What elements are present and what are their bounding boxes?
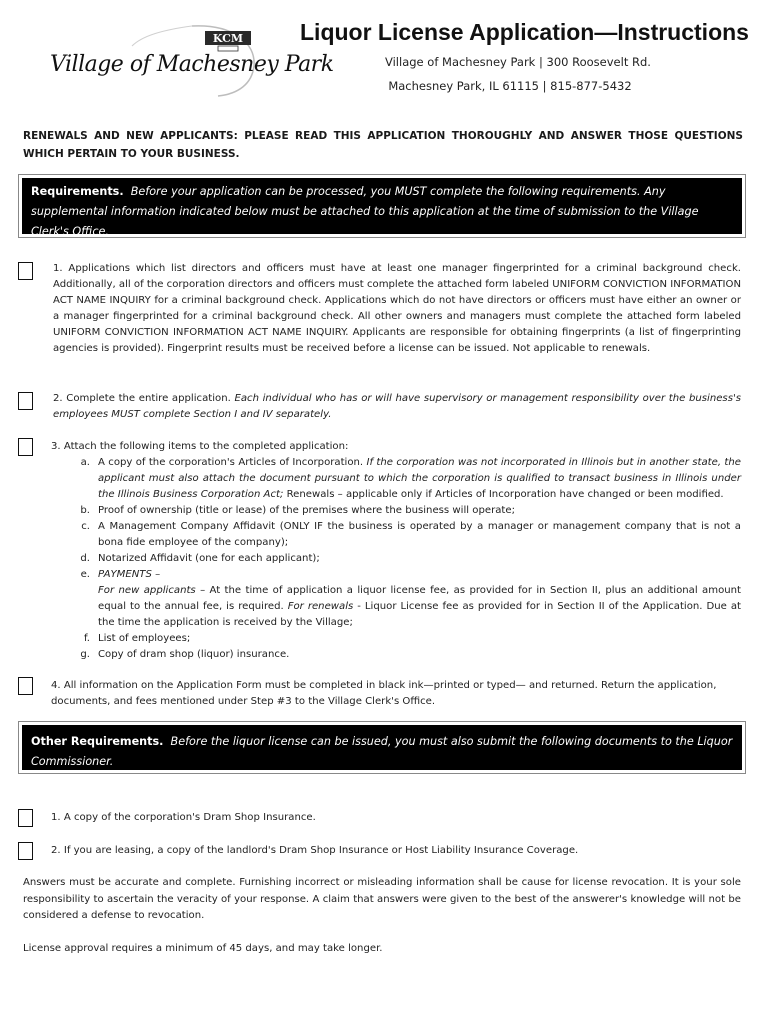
item-3-lead: 3. Attach the following items to the completed application: (51, 441, 349, 452)
new-applicants-label: For new applicants (98, 585, 196, 596)
applicant-notice: RENEWALS AND NEW APPLICANTS: PLEASE READ THIS APPLICATION THOROUGHLY AND ANSWER THOSE QUESTIONS WHICH PERTAIN TO YOUR BUSINESS. (23, 130, 743, 160)
sub-text: Copy of dram shop (liquor) insurance. (98, 649, 290, 660)
other-requirements-banner (18, 721, 746, 774)
item-3-sub-a (51, 455, 741, 503)
requirements-heading: Requirements. (31, 185, 124, 198)
page-title: Liquor License Application—Instructions (300, 19, 749, 45)
sub-letter: g. (80, 649, 90, 660)
requirement-item-4: 4. All information on the Application Form must be completed in black ink—printed or typed— and returned. Return the application, documents, and fees mentioned under Step #3 to the Village Clerk's Office. (51, 680, 717, 707)
address-line-1: Village of Machesney Park | 300 Roosevelt Rd. (385, 55, 651, 69)
requirements-text: Before your application can be processed, you MUST complete the following requirements. Any supplemental information indicated below must be attached to this application at the time of submission to the Village Clerk's Office. (31, 185, 699, 238)
sub-text (98, 567, 741, 631)
sub-letter: e. (80, 569, 90, 580)
new-applicants-text: – At the time of application a liquor license fee, as provided for in Section II, plus an additional amount equal to the annual fee, is required. (98, 585, 741, 612)
checkbox-other-1[interactable] (18, 809, 33, 827)
sub-text: Proof of ownership (title or lease) of the premises where the business will operate; (98, 505, 515, 516)
checkbox-item-3[interactable] (18, 438, 33, 456)
item-3-sub-e (51, 567, 741, 631)
other-requirements-text: Before the liquor license can be issued, you must also submit the following documents to the Liquor Commissioner. (31, 735, 733, 768)
sub-text (98, 455, 741, 503)
requirements-banner-inner (22, 178, 742, 238)
item-2-italic: Each individual who has or will have supervisory or management responsibility over the business's employees MUST complete Section I and IV separately. (53, 393, 741, 420)
requirement-item-3 (51, 439, 741, 663)
other-item-1: 1. A copy of the corporation's Dram Shop Insurance. (51, 812, 316, 823)
closing-statement: Answers must be accurate and complete. Furnishing incorrect or misleading information shall be cause for license revocation. It is your sole responsibility to ascertain the veracity of your response. A claim that answers were given to the best of the answerer's knowledge will not be considered a defense to revocation. (23, 877, 741, 921)
sub-text: A Management Company Affidavit (ONLY IF the business is operated by a manager or management company that is not a bona fide employee of the company); (98, 521, 741, 548)
sub-letter: c. (81, 521, 90, 532)
renewals-text: - Liquor License fee as provided for in Section II of the Application. Due at the time the application is received by the Village; (98, 601, 741, 628)
sub-a-text: A copy of the corporation's Articles of Incorporation. (98, 457, 364, 468)
sub-letter: b. (80, 505, 90, 516)
checkbox-other-2[interactable] (18, 842, 33, 860)
sub-a-italic: If the corporation was not incorporated in Illinois but in another state, the applicant must also attach the document pursuant to which the corporation is qualified to transact business in Illinois under the Illinois Business Corporation Act; (98, 457, 741, 500)
address-line-2: Machesney Park, IL 61115 | 815-877-5432 (388, 79, 632, 93)
other-requirements-banner-inner (22, 725, 742, 770)
item-2-lead: 2. Complete the entire application. (53, 393, 231, 404)
item-3-sub-d (51, 551, 741, 567)
requirement-item-1: 1. Applications which list directors and officers must have at least one manager fingerprinted for a criminal background check. Additionally, all of the corporation directors and officers must complete the attached form labeled UNIFORM CONVICTION INFORMATION ACT NAME INQUIRY for a criminal background check. Applications which do not have directors or officers must have either an owner or a manager fingerprinted for a criminal background check. All other owners and managers must complete the attached form labeled UNIFORM CONVICTION INFORMATION ACT NAME INQUIRY. Applicants are responsible for obtaining fingerprints (a list of fingerprinting agencies is provided). Fingerprint results must be received before a license can be issued. Not applicable to renewals. (53, 263, 741, 354)
item-3-sub-c (51, 519, 741, 551)
item-3-sub-b (51, 503, 741, 519)
sub-text: List of employees; (98, 633, 191, 644)
sub-text: Notarized Affidavit (one for each applicant); (98, 553, 320, 564)
sub-letter: d. (80, 553, 90, 564)
logo-text: Village of Machesney Park (50, 52, 334, 77)
sub-letter: f. (83, 633, 90, 644)
checkbox-item-2[interactable] (18, 392, 33, 410)
approval-note: License approval requires a minimum of 45 days, and may take longer. (23, 943, 383, 954)
payments-heading: PAYMENTS – (98, 569, 161, 580)
item-3-sub-g (51, 647, 741, 663)
logo-emblem: KCM (212, 32, 244, 45)
other-item-2: 2. If you are leasing, a copy of the landlord's Dram Shop Insurance or Host Liability Insurance Coverage. (51, 845, 579, 856)
requirement-item-2 (53, 391, 741, 423)
checkbox-item-4[interactable] (18, 677, 33, 695)
sub-a-tail: Renewals – applicable only if Articles of Incorporation have changed or been modified. (286, 489, 724, 500)
checkbox-item-1[interactable] (18, 262, 33, 280)
sub-letter: a. (80, 457, 90, 468)
item-3-sub-f (51, 631, 741, 647)
requirements-banner (18, 174, 746, 238)
other-requirements-heading: Other Requirements. (31, 735, 164, 748)
renewals-label: For renewals (287, 601, 354, 612)
